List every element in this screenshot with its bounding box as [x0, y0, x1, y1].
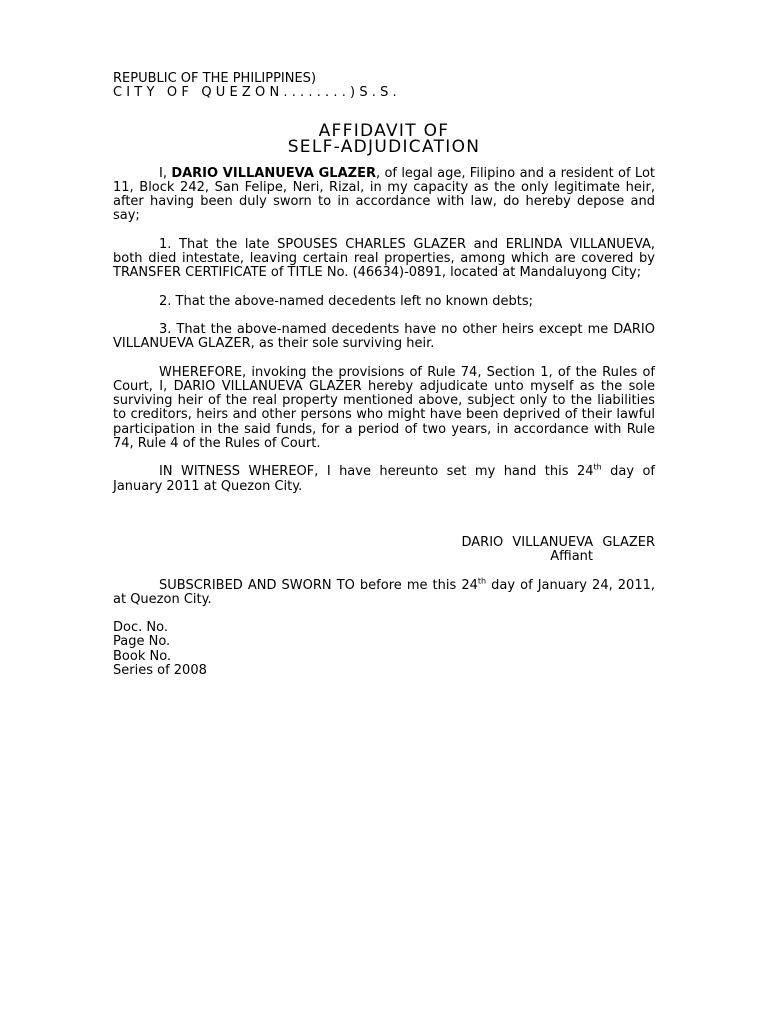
series-year: Series of 2008	[113, 663, 207, 679]
intro-paragraph	[113, 167, 655, 224]
item-2: 2. That the above-named decedents left no known debts;	[159, 293, 534, 309]
signature-block	[113, 536, 655, 565]
signature-name: DARIO VILLANUEVA GLAZER	[461, 534, 655, 550]
affiant-name: DARIO VILLANUEVA GLAZER	[171, 165, 376, 181]
doc-no: Doc. No.	[113, 620, 168, 636]
wherefore-paragraph: WHEREFORE, invoking the provisions of Rule 74, Section 1, of the Rules of Court, I, DARIO VILLANUEVA GLAZER hereby adjudicate unto myself as the sole surviving heir of the real property mentioned above, subject only to the liabilities to creditors, heirs and other persons who might have been deprived of their lawful participation in the said funds, for a period of two years, in accordance with Rule 74, Rule 4 of the Rules of Court.	[113, 364, 655, 452]
venue-city: CITY OF QUEZON........)S.S.	[113, 85, 401, 101]
jurat-ordinal: th	[477, 576, 487, 586]
witness-ordinal: th	[593, 463, 602, 473]
venue-block	[113, 72, 655, 101]
affidavit-page	[113, 72, 655, 678]
document-title	[113, 120, 655, 157]
jurat-text-before: SUBSCRIBED AND SWORN TO before me this 24	[159, 577, 478, 593]
witness-paragraph	[113, 465, 655, 494]
page-no: Page No.	[113, 634, 171, 650]
intro-prefix: I,	[159, 165, 172, 181]
book-no: Book No.	[113, 648, 172, 664]
title-line-1: AFFIDAVIT OF	[318, 120, 450, 141]
witness-text-before: IN WITNESS WHEREOF, I have hereunto set my hand this 24	[159, 464, 594, 480]
jurat-text-after: day of January 24, 2011, at Quezon City.	[113, 577, 655, 607]
jurat-paragraph	[113, 576, 655, 608]
title-line-2: SELF-ADJUDICATION	[287, 136, 481, 157]
witness-text-after: day of January 2011 at Quezon City.	[113, 464, 655, 494]
intro-rest: , of legal age, Filipino and a resident of Lot 11, Block 242, San Felipe, Neri, Rizal, in my capacity as the only legitimate heir, after having been duly sworn to in accordance with law, do hereby depose and say;	[113, 165, 655, 224]
item-3: 3. That the above-named decedents have no other heirs except me DARIO VILLANUEVA GLAZER, as their sole surviving heir.	[113, 321, 655, 352]
notarial-register	[113, 621, 655, 678]
venue-republic: REPUBLIC OF THE PHILIPPINES)	[113, 71, 317, 86]
item-1: 1. That the late SPOUSES CHARLES GLAZER and ERLINDA VILLANUEVA, both died intestate, leaving certain real properties, among which are covered by TRANSFER CERTIFICATE of TITLE No. (46634)-0891, located at Mandaluyong City;	[113, 236, 655, 281]
signature-role: Affiant	[550, 549, 593, 565]
